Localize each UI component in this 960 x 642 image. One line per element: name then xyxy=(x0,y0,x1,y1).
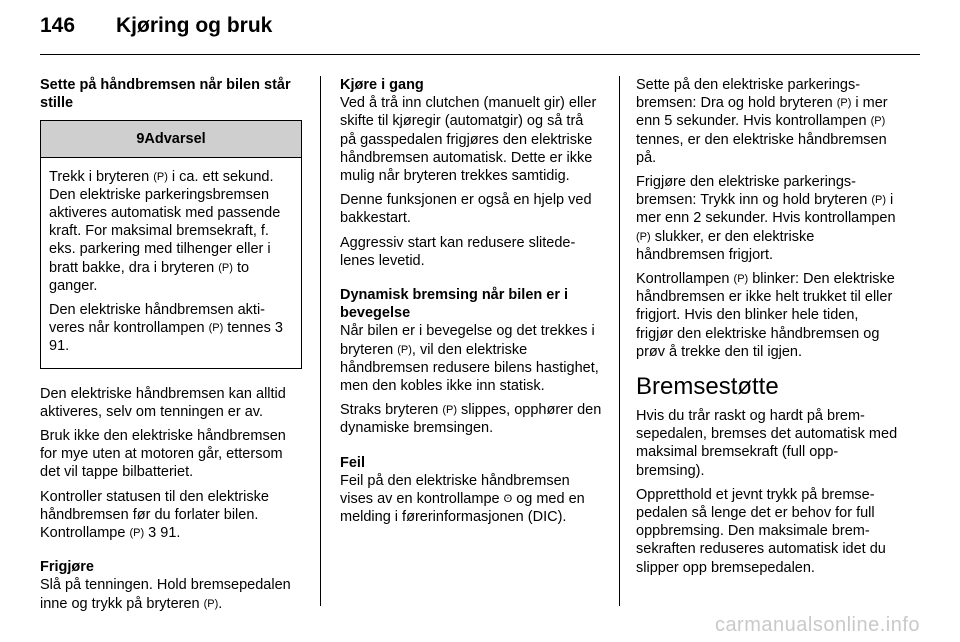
paragraph: Sette på den elektriske parkeringsbremsen: Dra og hold bryteren (P) i mer enn 5 sekunder. Hvis kontrollampen (P) tennes, er den elektriske håndbremsen på. xyxy=(636,77,888,166)
warning-paragraph-2: Den elektriske håndbremsen aktiveres når kontrollampen (P) tennes 3 91. xyxy=(49,302,283,355)
warning-triangle-icon: 9 xyxy=(136,131,145,148)
parking-brake-icon: (P) xyxy=(870,115,886,128)
page-reference-arrow-icon: 3 xyxy=(274,320,283,337)
column-1 xyxy=(40,76,302,619)
column-2 xyxy=(340,76,602,532)
warning-body xyxy=(41,158,301,368)
parking-brake-icon: (P) xyxy=(218,261,233,274)
warning-lamp-icon: ʘ xyxy=(503,493,513,506)
paragraph: Bruk ikke den elektriske håndbremsen for mye uten at motoren går, ettersom det vil tappe bilbatteriet. xyxy=(40,428,286,481)
parking-brake-icon: (P) xyxy=(442,404,458,417)
paragraph: Hvis du trår raskt og hardt på bremsepedalen, bremses det automatisk med maksimal bremsekraft (full oppbremsing). xyxy=(636,408,898,479)
section-heading-release: Frigjøre xyxy=(40,559,94,576)
paragraph: Aggressiv start kan redusere slitedelenes levetid. xyxy=(340,234,576,269)
watermark: carmanualsonline.info xyxy=(714,614,920,636)
header-rule xyxy=(40,54,920,55)
paragraph: Ved å trå inn clutchen (manuelt gir) eller skifte til kjøregir (automatgir) og så trå på gasspedalen frigjøres den elektriske håndbremsen automatisk. Dette er ikke mulig når bryteren trekkes samtidig. xyxy=(340,95,597,185)
parking-brake-icon: (P) xyxy=(129,527,145,540)
paragraph: Denne funksjonen er også en hjelp ved bakkestart. xyxy=(340,192,592,227)
section-title-brake-assist: Bremsestøtte xyxy=(636,373,779,401)
section-heading-drive-off: Kjøre i gang xyxy=(340,77,424,93)
paragraph: Kontrollampen (P) blinker: Den elektriske håndbremsen er ikke helt trukket til eller frigjort. Hvis den blinker hele tiden, frigjør den elektriske håndbremsen og prøv å trekke den til igjen. xyxy=(636,271,895,360)
paragraph: Når bilen er i bevegelse og det trekkes i bryteren (P), vil den elektriske håndbremsen redusere bilens hastighet, men den kobles ikke inn statisk. xyxy=(340,323,599,395)
parking-brake-icon: (P) xyxy=(871,194,887,207)
section-heading-fault: Feil xyxy=(340,454,365,471)
paragraph: Straks bryteren (P) slippes, opphører den dynamiske bremsingen. xyxy=(340,402,602,437)
page-title: Kjøring og bruk xyxy=(116,14,273,37)
paragraph: Den elektriske håndbremsen kan alltid aktiveres, selv om tenningen er av. xyxy=(40,385,286,420)
warning-box xyxy=(40,120,302,368)
parking-brake-icon: (P) xyxy=(203,597,219,610)
warning-header xyxy=(41,121,301,157)
warning-title: Advarsel xyxy=(144,131,206,148)
column-divider-1 xyxy=(320,76,321,606)
section-heading-apply-brake: Sette på håndbremsen når bilen står stille xyxy=(40,77,291,112)
paragraph: Frigjøre den elektriske parkeringsbremsen: Trykk inn og hold bryteren (P) i mer enn 2 sekunder. Hvis kontrollampen (P) slukker, er den elektriske håndbremsen frigjort. xyxy=(636,174,896,263)
paragraph: Feil på den elektriske håndbremsen vises av en kontrollampe ʘ og med en melding i førerinformasjonen (DIC). xyxy=(340,472,585,526)
parking-brake-icon: (P) xyxy=(733,273,749,286)
parking-brake-icon: (P) xyxy=(208,322,224,335)
section-heading-dynamic-braking: Dynamisk bremsing når bilen er i bevegelse xyxy=(340,287,569,322)
parking-brake-icon: (P) xyxy=(153,170,168,183)
page-number: 146 xyxy=(40,14,76,37)
parking-brake-icon: (P) xyxy=(836,97,852,110)
column-divider-2 xyxy=(619,76,620,606)
page-reference-arrow-icon: 3 xyxy=(148,525,157,542)
column-3 xyxy=(636,76,898,583)
warning-paragraph-1: Trekk i bryteren (P) i ca. ett sekund. Den elektriske parkeringsbremsen aktiveres automatisk med passende kraft. For maksimal bremsekraft, f. eks. parkering med tilhenger eller i bratt bakke, dra i bryteren (P) to ganger. xyxy=(49,168,281,294)
paragraph: Slå på tenningen. Hold bremsepedalen inne og trykk på bryteren (P). xyxy=(40,577,291,612)
paragraph: Oppretthold et jevnt trykk på bremsepedalen så lenge det er behov for full oppbremsing. Den maksimale bremsekraften reduseres automatisk idet du slipper opp bremsepedalen. xyxy=(636,486,886,576)
paragraph: Kontroller statusen til den elektriske håndbremsen før du forlater bilen. Kontrollampe (P) 3 91. xyxy=(40,488,269,542)
parking-brake-icon: (P) xyxy=(397,343,412,356)
parking-brake-icon: (P) xyxy=(636,230,651,243)
